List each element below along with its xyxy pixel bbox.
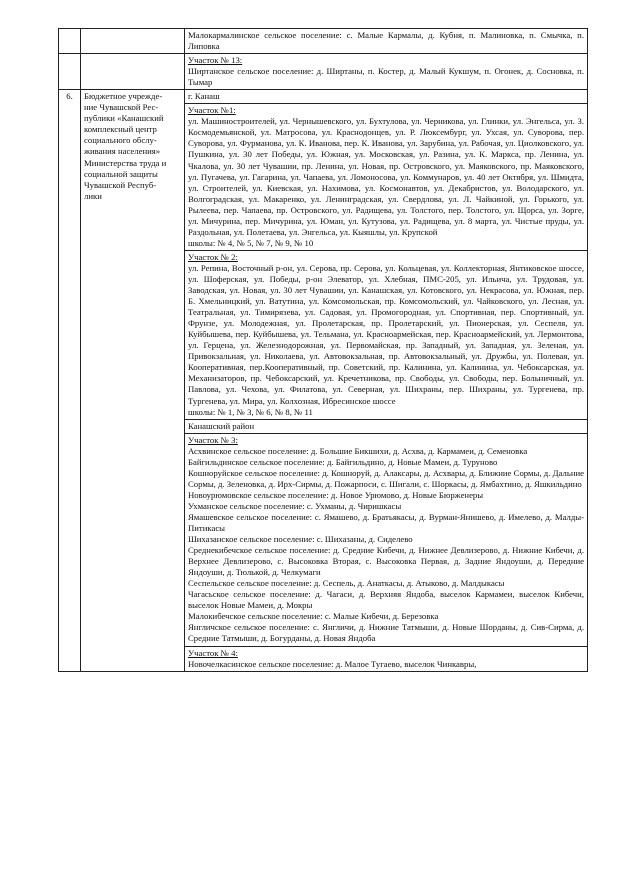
area-cell — [185, 29, 588, 54]
schools-text: школы: № 1, № 3, № 6, № 8, № 11 — [188, 406, 313, 417]
area-cell — [185, 646, 588, 671]
section-text: Ширтанское сельское поселение: д. Ширтаны, п. Костер, д. Малый Кукшум, п. Огонек, д. Сосновка, п. Тымар — [188, 66, 584, 88]
section-text: Малокармалинское сельское поселение: с. Малые Кармалы, д. Кубня, п. Малиновка, п. Смычка, п. Липовка — [188, 30, 584, 52]
org-name-line: публики «Канашский — [84, 113, 164, 124]
org-name-line: живания населения» — [84, 146, 161, 157]
settlement-line: Янгличское сельское поселение: с. Янгличи, д. Нижние Татмыши, д. Новые Шорданы, д. Сив-Сирма, д. Средние Татмыши, д. Богурданы, д. Новая Яндоба — [188, 622, 584, 644]
district-heading: Канашский район — [188, 420, 255, 431]
area-cell — [185, 433, 588, 646]
row-number-cell: 6. — [59, 90, 81, 671]
org-name-line: лики — [84, 190, 102, 201]
section-title: Участок № 4: — [188, 647, 238, 658]
area-cell — [185, 250, 588, 419]
org-name-line: ние Чувашской Рес- — [84, 102, 159, 113]
section-title: Участок № 3: — [188, 434, 238, 445]
settlement-line: Байгильдинское сельское поселение: д. Байгильдино, д. Новые Мамеи, д. Туруново — [188, 456, 498, 467]
row-number-cell — [59, 29, 81, 54]
org-name-line: социального обслу- — [84, 135, 157, 146]
settlement-line: Чагасьское сельское поселение: д. Чагаси, д. Верхняя Яндоба, выселок Кармамеи, выселок Кибечи, выселок Новые Мамеи, д. Мокры — [188, 589, 584, 611]
row-number-cell — [59, 54, 81, 90]
settlement-line: Кошноруйское сельское поселение: д. Кошноруй, д. Алаксары, д. Асхвары, д. Ближние Сормы, д. Дальние Сормы, д. Зеленовка, д. Ирх-Сирмы, д. Пожарпоси, с. Шигали, с. Шоркасы, д. Ямбахтино, д. Яшкильдино — [188, 467, 584, 489]
settlement-line: Ямашевское сельское поселение: с. Ямашево, д. Братьякасы, д. Вурман-Янишево, д. Имелево, д. Малды-Питикасы — [188, 511, 584, 534]
org-cell — [81, 54, 185, 90]
org-name-line: социальной защиты — [84, 168, 158, 179]
section-text: ул. Машиностроителей, ул. Чернышевского, ул. Бухтулова, ул. Черникова, ул. Глинки, ул. Энгельса, ул. З. Космодемьянской, ул. Матросова, ул. Краснодонцев, ул. Р. Люксембург, ул. Ухсая, ул. Суворова, пер. Суворова, ул. Фурманова, ул. К. Иванова, пер. К. Иванова, ул. Зарубина, ул. Рабочая, ул. Циолковского, ул. Пушкина, ул. 30 лет Победы, ул. Южная, ул. Московская, ул. Разина, ул. К. Маркса, пр. Ленина, ул. Чкалова, ул. 30 лет Чувашии, пр. Ленина, ул. Новая, пр. Островского, ул. Маяковского, пр. Маяковского, ул. Пугачева, ул. Гагарина, ул. Чапаева, ул. Ломоносова, ул. Коммунаров, ул. 40 лет Октября, ул. Шмидта, ул. Строителей, ул. Киевская, ул. Нахимова, ул. Космонавтов, ул. Декабристов, ул. Володарского, ул. Волгоградская, ул. Макаренко, ул. Ленинградская, ул. Свердлова, ул. Л. Чайкиной, ул. Горького, ул. Рылеева, пер. Чапаева, пр. Островского, ул. Радищева, ул. Толстого, пер. Толстого, ул. Щорса, ул. Зорге, ул. Мичурина, пер. Мичурина, ул. Юман, ул. Кутузова, ул. Радищева, ул. 8 марта, ул. Чистые пруды, ул. Раздольная, ул. Полетаева, ул. Энгельса, ул. Кыяшлы, ул. Крупской — [188, 116, 584, 237]
schools-text: школы: № 4, № 5, № 7, № 9, № 10 — [188, 237, 314, 248]
section-title: Участок № 13: — [188, 55, 243, 66]
table-row-city — [59, 90, 588, 104]
districts-table — [58, 28, 588, 672]
section-text: ул. Репина, Восточный р-он, ул. Серова, пр. Серова, ул. Кольцевая, ул. Коллекторная, Янтиковское шоссе, ул. Шоферская, ул. Победы, р-он Элеватор, ул. Хлебная, ПМС-205, ул. Ильича, ул. Трудовая, ул. Заводская, ул. Новая, ул. 30 лет Чувашии, ул. Канашская, ул. Котовского, ул. Некрасова, ул. Южная, пер. Б. Хмельницкий, ул. Ватутина, ул. Комсомольская, пр. Комсомольский, ул. Чайковского, ул. Лесная, ул. Театральная, ул. Тимирязева, ул. Садовая, ул. Промогородная, ул. Спортивная, пер. Спортивный, ул. Фрунзе, ул. Молодежная, ул. Пролетарская, пр. Пролетарский, ул. Пионерская, ул. Сеспеля, ул. Куйбышева, пер. Куйбышева, ул. Тельмана, ул. Красноармейская, пер. Красноармейский, ул. Лермонтова, ул. Герцена, ул. Железнодорожная, ул. Первомайская, пр. Западный, ул. Западная, ул. Зеленая, ул. Привокзальная, ул. Николаева, ул. Автовокзальная, пр. Автовокзальный, ул. Дружбы, ул. Полевая, ул. Кооперативная, пер.Кооперативный, пр. Советский, пр. Калинина, ул. Калинина, ул. Чебоксарская, ул. Механизаторов, пр. Чебоксарский, ул. Кречетникова, пр. Свободы, ул. Свободы, пер. Больничный, ул. Павлова, ул. Чехова, ул. Филатова, ул. Северная, ул. Шихраны, пер. Шихраны, ул. Тургенева, пр. Тургенева, ул. Мира, ул. Колхозная, Ибресинское шоссе — [188, 262, 584, 406]
settlement-line: Ухманское сельское поселение: с. Ухманы, д. Чиришкасы — [188, 500, 402, 511]
district-cell — [185, 419, 588, 433]
settlement-line: Новоурюмовское сельское поселение: д. Новое Урюмово, д. Новые Бюрженеры — [188, 489, 484, 500]
org-cell — [81, 29, 185, 54]
settlement-line: Среднекибечское сельское поселение: д. Средние Кибечи, д. Нижнее Девлизерово, д. Нижние Кибечи, д. Верхнее Девлизерово, с. Высоковка Вторая, с. Высоковка Первая, д. Задние Яндоуши, д. Передние Яндоуши, д. Тюлькой, д. Челкумаги — [188, 545, 584, 578]
settlement-line: Малокибечское сельское поселение: с. Малые Кибечи, д. Березовка — [188, 611, 439, 622]
org-cell — [81, 90, 185, 671]
city-heading: г. Канаш — [188, 91, 220, 102]
org-name-line: Чувашской Респуб- — [84, 179, 157, 190]
table-row-section-13 — [59, 54, 588, 90]
section-title: Участок №1: — [188, 105, 236, 116]
section-title: Участок № 2: — [188, 251, 238, 262]
area-cell — [185, 104, 588, 251]
city-cell — [185, 90, 588, 104]
settlement-line: Сеспельское сельское поселение: д. Сеспель, д. Анаткасы, д. Атыково, д. Малдыкасы — [188, 578, 505, 589]
area-cell — [185, 54, 588, 90]
table-row-prev-top — [59, 29, 588, 54]
section-text: Новочелкасинское сельское поселение: д. Малое Тугаево, выселок Чинкавры, — [188, 658, 477, 669]
org-name-line: Бюджетное учрежде- — [84, 91, 163, 102]
org-name-line: комплексный центр — [84, 124, 157, 135]
settlement-line: Асхвинское сельское поселение: д. Большие Бикшихи, д. Асхва, д. Кармамеи, д. Семеновка — [188, 445, 528, 456]
org-name-line: Министерства труда и — [84, 157, 167, 168]
settlement-line: Шихазанское сельское поселение: с. Шихазаны, д. Сиделево — [188, 534, 413, 545]
